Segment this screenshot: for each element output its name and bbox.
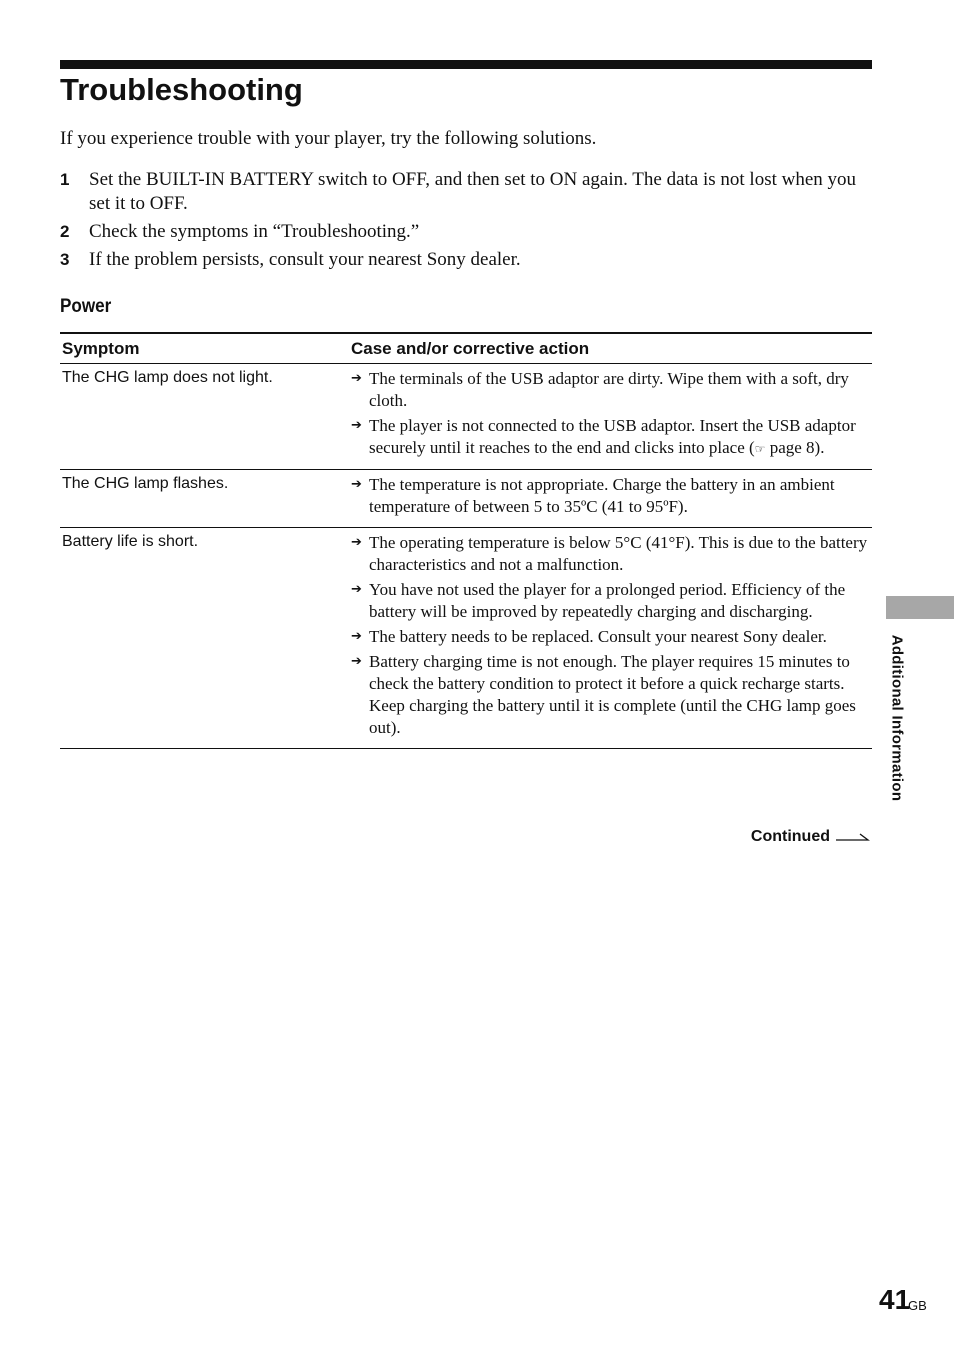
symptom-cell: [60, 470, 349, 528]
arrow-right-icon: ➔: [351, 629, 362, 644]
symptom-text: Battery life is short.: [62, 533, 199, 550]
table-header-row: [60, 333, 872, 364]
action-item: [351, 626, 870, 648]
step-number: 2: [60, 222, 70, 241]
step-number: 3: [60, 250, 70, 269]
action-item: [351, 579, 870, 623]
action-item: [351, 532, 870, 576]
action-cell: [349, 364, 872, 470]
section-heading: Power: [60, 296, 112, 317]
arrow-right-icon: ➔: [351, 371, 362, 386]
action-text: The player is not connected to the USB adaptor. Insert the USB adaptor securely until it reaches to the end and clicks into place (: [369, 416, 856, 457]
action-item: [351, 651, 870, 739]
header-action: Case and/or corrective action: [349, 333, 872, 364]
title-rule: [60, 60, 872, 69]
table-row: [60, 364, 872, 470]
steps-list: [60, 168, 860, 276]
symptom-text: The CHG lamp does not light.: [62, 369, 273, 386]
page-number: 41: [879, 1284, 911, 1315]
continued-arrow-icon: [836, 832, 870, 842]
arrow-right-icon: ➔: [351, 418, 362, 433]
continued-indicator: [751, 828, 870, 846]
action-item: [351, 474, 870, 518]
action-text-tail: ).: [814, 438, 825, 457]
symptom-text: The CHG lamp flashes.: [62, 475, 229, 492]
symptom-cell: [60, 364, 349, 470]
arrow-right-icon: ➔: [351, 535, 362, 550]
step-text: Set the BUILT-IN BATTERY switch to OFF, and then set to ON again. The data is not lost when you set it to OFF.: [89, 169, 857, 214]
action-text: The battery needs to be replaced. Consult your nearest Sony dealer.: [369, 627, 827, 646]
troubleshooting-table: [60, 332, 872, 749]
action-text: You have not used the player for a prolonged period. Efficiency of the battery will be improved by repeatedly charging and discharging.: [369, 580, 846, 621]
action-list: [351, 474, 870, 518]
page-region: GB: [908, 1298, 927, 1313]
symptom-cell: [60, 528, 349, 749]
action-text: The temperature is not appropriate. Charge the battery in an ambient temperature of between 5 to 35ºC (41 to 95ºF).: [369, 475, 835, 516]
action-item: [351, 415, 870, 460]
step-number: 1: [60, 170, 70, 189]
action-text: The terminals of the USB adaptor are dirty. Wipe them with a soft, dry cloth.: [369, 369, 849, 410]
action-list: [351, 532, 870, 739]
table-row: [60, 528, 872, 749]
side-tab-label: Additional Information: [888, 634, 906, 802]
header-symptom: Symptom: [60, 333, 349, 364]
table-row: [60, 470, 872, 528]
arrow-right-icon: ➔: [351, 477, 362, 492]
page-reference-link[interactable]: page 8: [769, 438, 815, 457]
action-cell: [349, 470, 872, 528]
section-tab: [886, 596, 954, 619]
step-item: [60, 248, 860, 272]
step-item: [60, 168, 860, 216]
step-text: Check the symptoms in “Troubleshooting.”: [89, 221, 420, 242]
action-cell: [349, 528, 872, 749]
step-item: [60, 220, 860, 244]
action-list: [351, 368, 870, 460]
continued-label: Continued: [750, 828, 830, 845]
step-text: If the problem persists, consult your nearest Sony dealer.: [89, 249, 521, 270]
pointing-hand-icon: ☞: [754, 442, 766, 456]
action-text: The operating temperature is below 5°C (41°F). This is due to the battery characteristics and not a malfunction.: [369, 533, 868, 574]
page-title: Troubleshooting: [60, 72, 303, 107]
arrow-right-icon: ➔: [351, 654, 362, 669]
intro-text: If you experience trouble with your player, try the following solutions.: [60, 128, 597, 149]
action-item: [351, 368, 870, 412]
action-text: Battery charging time is not enough. The player requires 15 minutes to check the battery condition to protect it before a quick recharge starts. Keep charging the battery until it is complete (until the CHG lamp goes out).: [369, 652, 856, 737]
arrow-right-icon: ➔: [351, 582, 362, 597]
